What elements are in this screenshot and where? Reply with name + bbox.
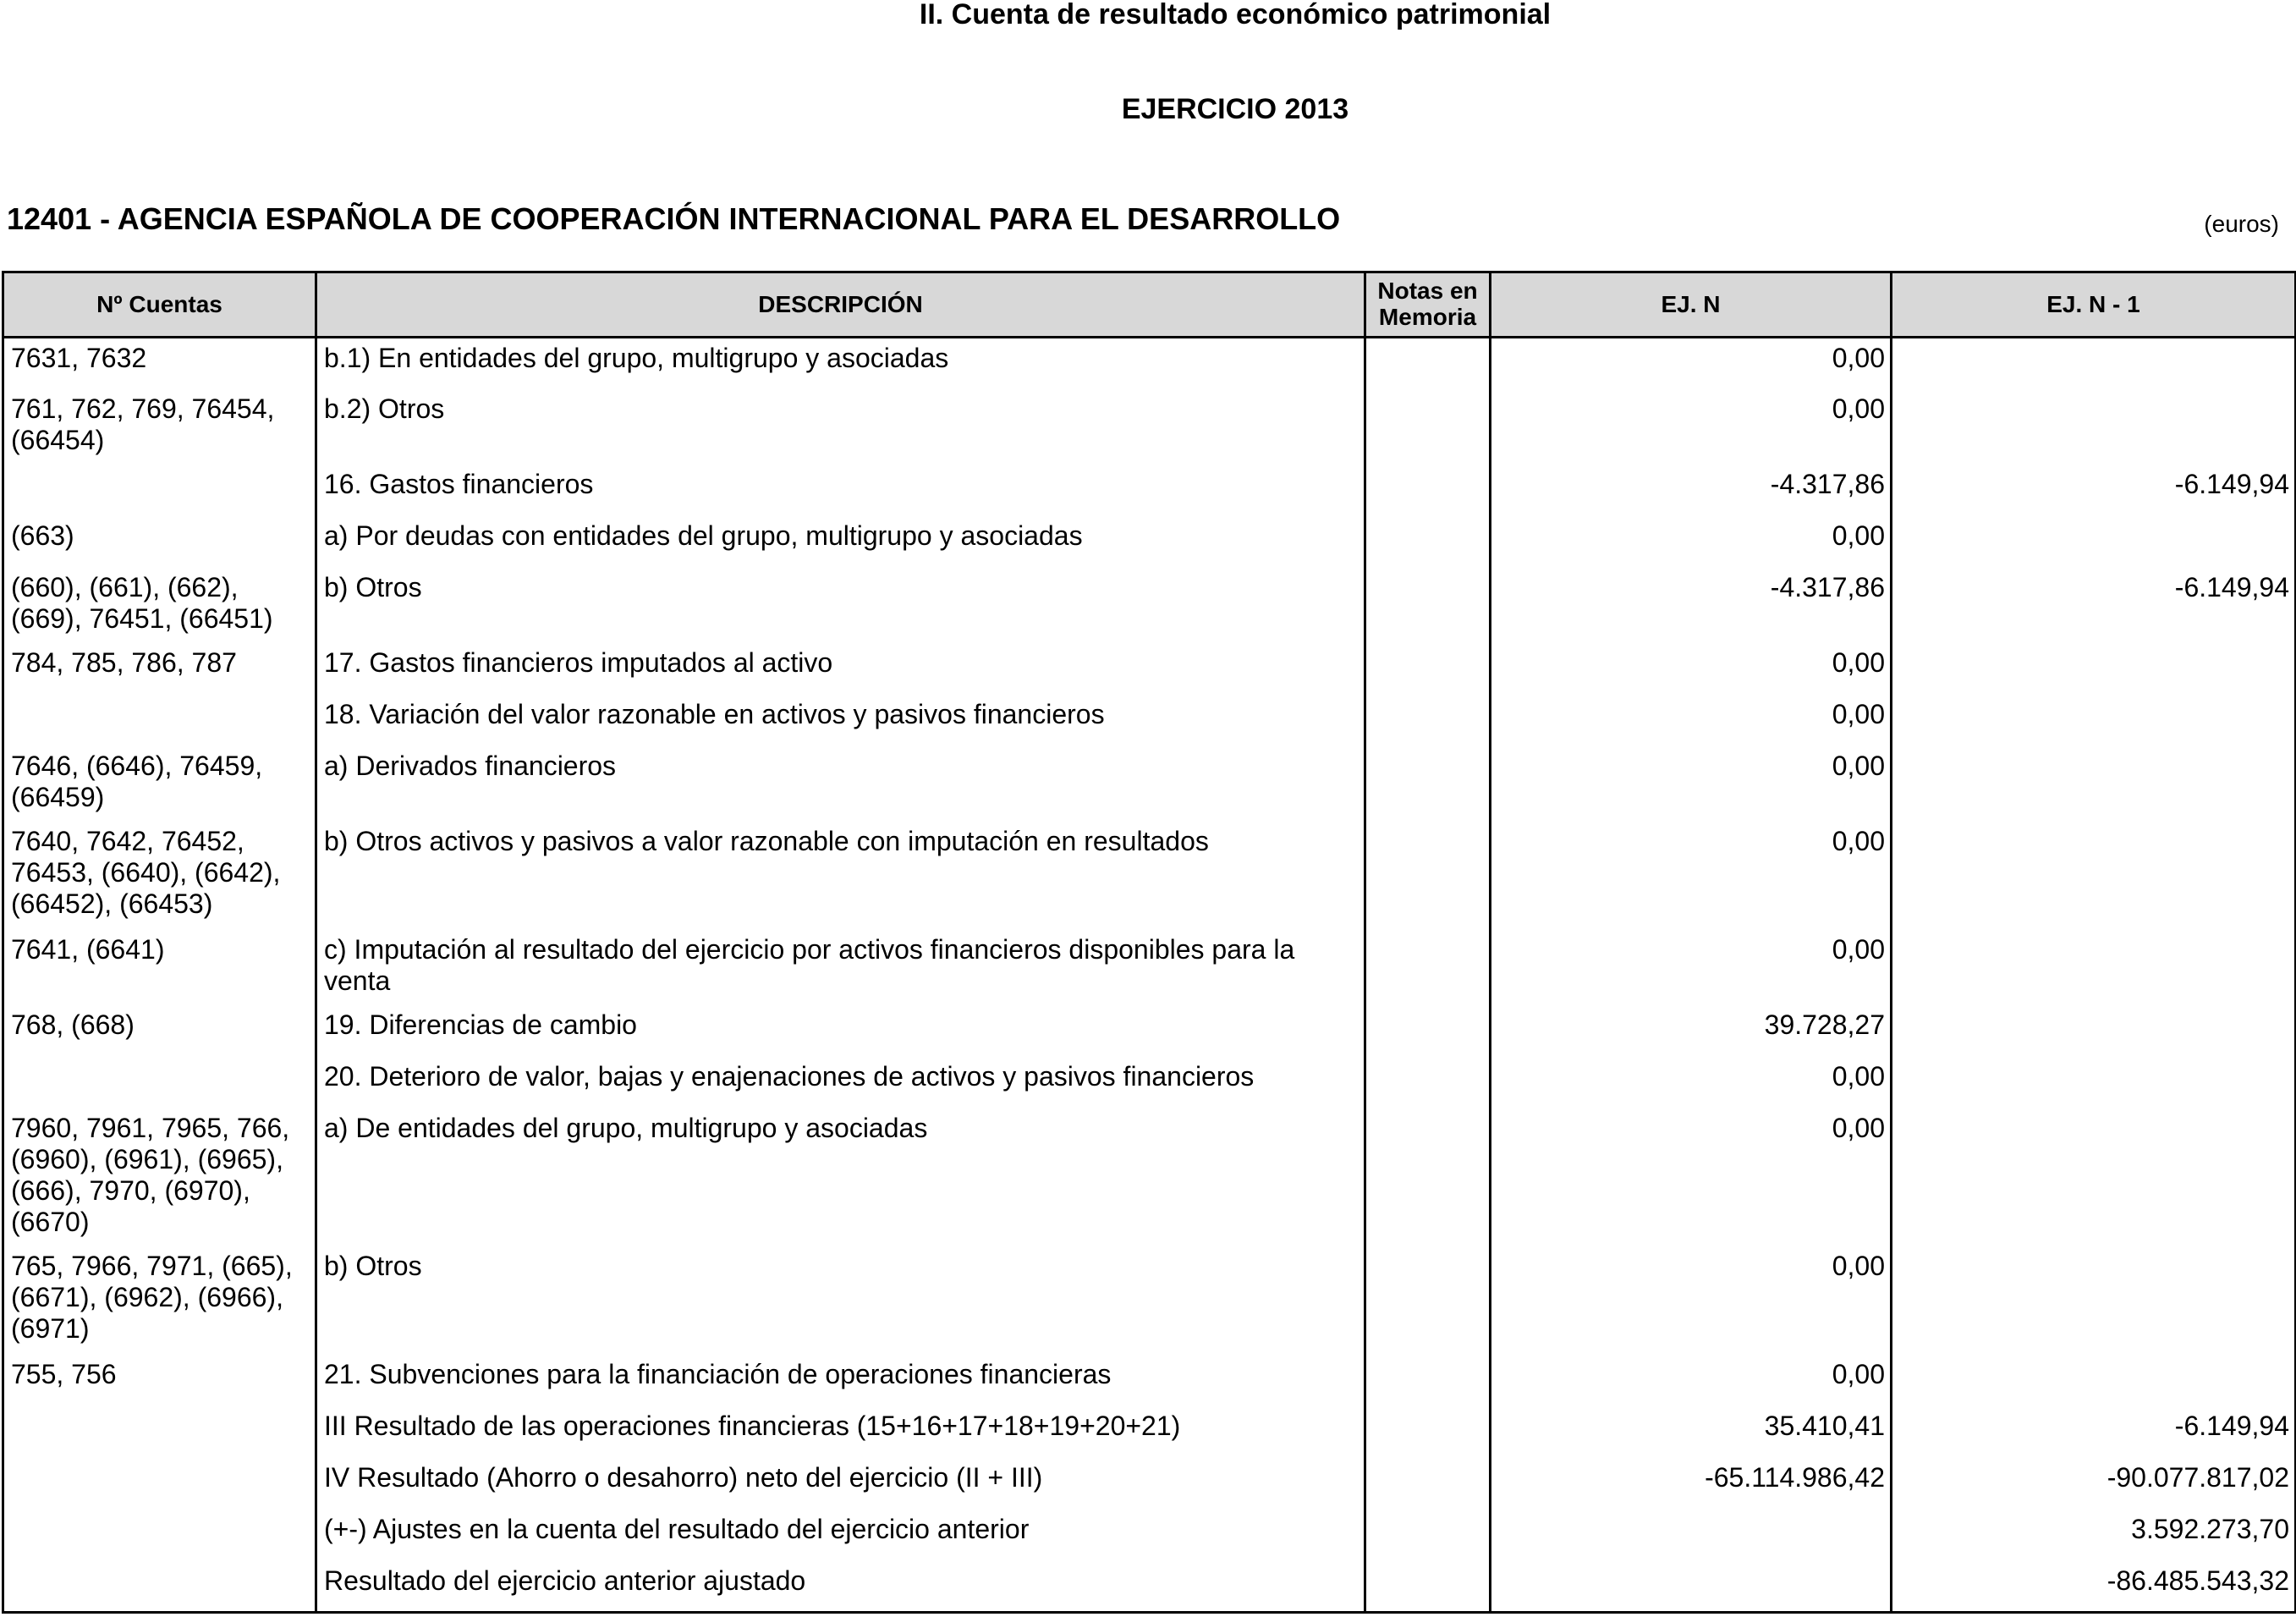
row-previous-year-amount (1892, 1355, 2296, 1406)
row-accounts: 7960, 7961, 7965, 766, (6960), (6961), (6965), (666), 7970, (6970), (6670) (3, 1108, 316, 1246)
row-current-year-amount: 39.728,27 (1491, 1005, 1892, 1057)
table-header-row (3, 272, 2296, 338)
row-previous-year-amount (1892, 746, 2296, 822)
table-row (3, 1406, 2296, 1458)
row-description: 19. Diferencias de cambio (316, 1005, 1365, 1057)
row-previous-year-amount (1892, 338, 2296, 389)
row-current-year-amount: 0,00 (1491, 1057, 1892, 1108)
row-current-year-amount: 0,00 (1491, 695, 1892, 746)
row-description: a) Derivados financieros (316, 746, 1365, 822)
row-previous-year-amount (1892, 822, 2296, 930)
table-row (3, 1355, 2296, 1406)
row-description: 17. Gastos financieros imputados al activo (316, 643, 1365, 695)
column-header-notes: Notas en Memoria (1365, 272, 1491, 338)
row-description: III Resultado de las operaciones financieras (15+16+17+18+19+20+21) (316, 1406, 1365, 1458)
row-previous-year-amount (1892, 1108, 2296, 1246)
results-table (2, 271, 2296, 1614)
row-notes (1365, 1561, 1491, 1613)
table-row (3, 1057, 2296, 1108)
row-current-year-amount: 35.410,41 (1491, 1406, 1892, 1458)
row-previous-year-amount: -6.149,94 (1892, 465, 2296, 516)
column-header-current-year: EJ. N (1491, 272, 1892, 338)
row-notes (1365, 695, 1491, 746)
row-accounts: 768, (668) (3, 1005, 316, 1057)
row-description: b) Otros (316, 1246, 1365, 1355)
row-notes (1365, 338, 1491, 389)
document-title: II. Cuenta de resultado económico patrimonial (919, 0, 1552, 30)
row-accounts (3, 1458, 316, 1510)
row-current-year-amount: 0,00 (1491, 746, 1892, 822)
row-description: a) Por deudas con entidades del grupo, multigrupo y asociadas (316, 516, 1365, 568)
row-previous-year-amount: -90.077.817,02 (1892, 1458, 2296, 1510)
row-accounts: 7641, (6641) (3, 930, 316, 1005)
row-current-year-amount: -4.317,86 (1491, 465, 1892, 516)
table-row (3, 1510, 2296, 1561)
row-accounts: 761, 762, 769, 76454, (66454) (3, 389, 316, 465)
row-notes (1365, 465, 1491, 516)
column-header-description: DESCRIPCIÓN (316, 272, 1365, 338)
row-notes (1365, 1246, 1491, 1355)
row-notes (1365, 389, 1491, 465)
row-current-year-amount: 0,00 (1491, 1355, 1892, 1406)
row-previous-year-amount (1892, 1246, 2296, 1355)
row-description: 21. Subvenciones para la financiación de operaciones financieras (316, 1355, 1365, 1406)
row-accounts: 784, 785, 786, 787 (3, 643, 316, 695)
row-accounts: 7640, 7642, 76452, 76453, (6640), (6642), (66452), (66453) (3, 822, 316, 930)
table-row (3, 338, 2296, 389)
table-row (3, 930, 2296, 1005)
row-description: (+-) Ajustes en la cuenta del resultado del ejercicio anterior (316, 1510, 1365, 1561)
table-row (3, 465, 2296, 516)
row-description: 16. Gastos financieros (316, 465, 1365, 516)
table-row (3, 695, 2296, 746)
table-body (3, 338, 2296, 1613)
row-notes (1365, 822, 1491, 930)
row-current-year-amount: -65.114.986,42 (1491, 1458, 1892, 1510)
row-previous-year-amount: 3.592.273,70 (1892, 1510, 2296, 1561)
column-header-accounts: Nº Cuentas (3, 272, 316, 338)
row-accounts: (660), (661), (662), (669), 76451, (66451) (3, 568, 316, 643)
table-row (3, 389, 2296, 465)
row-accounts (3, 1561, 316, 1613)
row-notes (1365, 1510, 1491, 1561)
row-accounts: 755, 756 (3, 1355, 316, 1406)
row-current-year-amount: -4.317,86 (1491, 568, 1892, 643)
row-notes (1365, 568, 1491, 643)
row-current-year-amount (1491, 1561, 1892, 1613)
row-description: b) Otros activos y pasivos a valor razonable con imputación en resultados (316, 822, 1365, 930)
row-description: Resultado del ejercicio anterior ajustado (316, 1561, 1365, 1613)
row-accounts (3, 1406, 316, 1458)
row-description: 20. Deterioro de valor, bajas y enajenaciones de activos y pasivos financieros (316, 1057, 1365, 1108)
row-description: b) Otros (316, 568, 1365, 643)
currency-units: (euros) (2204, 211, 2279, 237)
row-previous-year-amount (1892, 516, 2296, 568)
row-notes (1365, 1108, 1491, 1246)
row-previous-year-amount (1892, 389, 2296, 465)
row-notes (1365, 1406, 1491, 1458)
row-previous-year-amount: -6.149,94 (1892, 1406, 2296, 1458)
row-accounts: 765, 7966, 7971, (665), (6671), (6962), (6966), (6971) (3, 1246, 316, 1355)
row-previous-year-amount (1892, 695, 2296, 746)
row-current-year-amount: 0,00 (1491, 338, 1892, 389)
row-current-year-amount: 0,00 (1491, 643, 1892, 695)
row-current-year-amount: 0,00 (1491, 930, 1892, 1005)
row-previous-year-amount: -86.485.543,32 (1892, 1561, 2296, 1613)
row-accounts: (663) (3, 516, 316, 568)
row-current-year-amount: 0,00 (1491, 389, 1892, 465)
table-row (3, 746, 2296, 822)
row-previous-year-amount: -6.149,94 (1892, 568, 2296, 643)
row-description: c) Imputación al resultado del ejercicio por activos financieros disponibles para la venta (316, 930, 1365, 1005)
row-previous-year-amount (1892, 1057, 2296, 1108)
table-row (3, 1246, 2296, 1355)
row-accounts (3, 1057, 316, 1108)
row-accounts: 7646, (6646), 76459, (66459) (3, 746, 316, 822)
row-notes (1365, 1005, 1491, 1057)
row-previous-year-amount (1892, 930, 2296, 1005)
table-row (3, 643, 2296, 695)
table-row (3, 1458, 2296, 1510)
row-current-year-amount: 0,00 (1491, 1108, 1892, 1246)
row-notes (1365, 930, 1491, 1005)
row-previous-year-amount (1892, 1005, 2296, 1057)
row-notes (1365, 516, 1491, 568)
table-row (3, 568, 2296, 643)
row-current-year-amount: 0,00 (1491, 516, 1892, 568)
row-notes (1365, 1458, 1491, 1510)
row-accounts (3, 1510, 316, 1561)
exercise-year: EJERCICIO 2013 (1121, 93, 1349, 125)
table-row (3, 1108, 2296, 1246)
row-description: b.2) Otros (316, 389, 1365, 465)
row-current-year-amount (1491, 1510, 1892, 1561)
table-row (3, 1561, 2296, 1613)
entity-name: 12401 - AGENCIA ESPAÑOLA DE COOPERACIÓN INTERNACIONAL PARA EL DESARROLLO (7, 201, 1341, 236)
row-notes (1365, 1057, 1491, 1108)
row-description: IV Resultado (Ahorro o desahorro) neto del ejercicio (II + III) (316, 1458, 1365, 1510)
row-notes (1365, 746, 1491, 822)
row-accounts (3, 465, 316, 516)
row-accounts: 7631, 7632 (3, 338, 316, 389)
row-description: a) De entidades del grupo, multigrupo y asociadas (316, 1108, 1365, 1246)
table-row (3, 516, 2296, 568)
row-accounts (3, 695, 316, 746)
row-current-year-amount: 0,00 (1491, 1246, 1892, 1355)
row-current-year-amount: 0,00 (1491, 822, 1892, 930)
row-previous-year-amount (1892, 643, 2296, 695)
column-header-previous-year: EJ. N - 1 (1892, 272, 2296, 338)
row-notes (1365, 643, 1491, 695)
row-notes (1365, 1355, 1491, 1406)
row-description: b.1) En entidades del grupo, multigrupo y asociadas (316, 338, 1365, 389)
table-row (3, 1005, 2296, 1057)
row-description: 18. Variación del valor razonable en activos y pasivos financieros (316, 695, 1365, 746)
table-row (3, 822, 2296, 930)
